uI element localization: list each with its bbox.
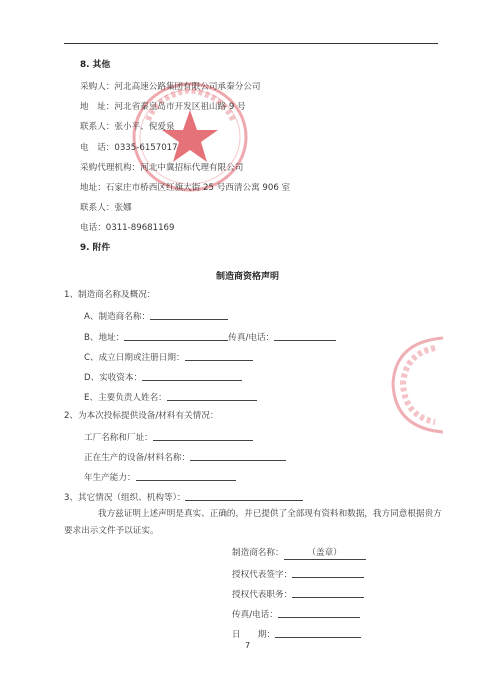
q1b-fax-blank [274, 331, 336, 341]
q1c-label: C、成立日期或注册日期： [84, 353, 185, 363]
q1d-row [84, 371, 242, 384]
buyer-contact-line: 联系人：张小平、倪爱泉 [80, 122, 175, 132]
sig-fax-row [232, 608, 360, 621]
sig-date-label: 日 期： [232, 630, 275, 640]
sig-date-row [232, 628, 361, 641]
q1c-row [84, 351, 253, 364]
q2b-label: 正在生产的设备/材料名称： [84, 453, 191, 463]
statement-paragraph: 我方兹证明上述声明是真实、正确的，并已提供了全部现有资料和数据，我方同意根据贵方要求出示文件予以证实。 [64, 509, 442, 536]
q1e-label: E、主要负责人姓名： [84, 393, 167, 403]
agency-contact-line: 联系人：张娜 [80, 203, 132, 213]
agency-phone-line: 电话：0311-89681169 [80, 223, 175, 233]
q1c-blank [185, 351, 253, 361]
q1a-blank [150, 310, 228, 320]
sig-stamp-blank [284, 548, 366, 560]
sig-name-row [232, 548, 366, 560]
sig-date-blank [275, 628, 361, 638]
form-title: 制造商资格声明 [215, 272, 279, 282]
q2b-blank [190, 451, 286, 461]
q1b-label: B、地址： [84, 333, 125, 343]
q1d-label: D、实收资本： [84, 373, 143, 383]
buyer-line: 采购人：河北高速公路集团有限公司承秦分公司 [80, 82, 261, 92]
seal-star-icon [162, 110, 218, 162]
q1-label: 1、制造商名称及概况： [64, 290, 156, 300]
sig-title-blank [292, 588, 364, 598]
header-rule [64, 43, 438, 44]
agency-line: 采购代理机构：河北中冀招标代理有限公司 [80, 163, 244, 173]
q1b-fax-label: 传真/电话： [228, 333, 275, 343]
q1a-label: A、制造商名称： [84, 312, 151, 322]
buyer-phone-line: 电 话：0335-6157017 [80, 143, 178, 153]
q2c-blank [136, 471, 236, 481]
q2-label: 2、为本次投标提供设备/材料有关情况： [64, 411, 219, 421]
q1e-row [84, 391, 257, 404]
buyer-address-line: 地 址：河北省秦皇岛市开发区祖山路 9 号 [80, 102, 246, 112]
q2c-row [84, 471, 236, 484]
q1a-row [84, 310, 228, 323]
red-seal-round [128, 80, 253, 195]
sig-rep-row [232, 568, 364, 581]
sig-fax-label: 传真/电话： [232, 610, 278, 620]
q3-label: 3、其它情况（组织、机构等）： [64, 493, 186, 503]
sig-rep-label: 授权代表签字： [232, 570, 293, 580]
q2a-label: 工厂名称和厂址： [84, 433, 153, 443]
section-9-heading: 9. 附件 [80, 243, 111, 253]
red-seal-partial [385, 332, 447, 437]
q2a-blank [153, 431, 253, 441]
q1e-blank [167, 391, 257, 401]
q2a-row [84, 431, 253, 444]
sig-name-label: 制造商名称： [232, 548, 284, 558]
q3-row [64, 491, 303, 504]
agency-address-line: 地址：石家庄市桥西区红旗大街 25 号西清公寓 906 室 [80, 183, 291, 193]
q2c-label: 年生产能力： [84, 473, 136, 483]
section-8-heading: 8. 其他 [80, 60, 111, 70]
sig-rep-blank [292, 568, 364, 578]
sig-fax-blank [278, 608, 360, 618]
q1b-blank [124, 331, 228, 341]
sig-title-row [232, 588, 364, 601]
q1b-row [84, 331, 336, 344]
sig-stamp-label: （盖章） [307, 548, 342, 558]
q2b-row [84, 451, 286, 464]
page-number: 7 [244, 641, 251, 650]
q3-blank [185, 491, 303, 501]
q1d-blank [142, 371, 242, 381]
sig-title-label: 授权代表职务： [232, 590, 293, 600]
